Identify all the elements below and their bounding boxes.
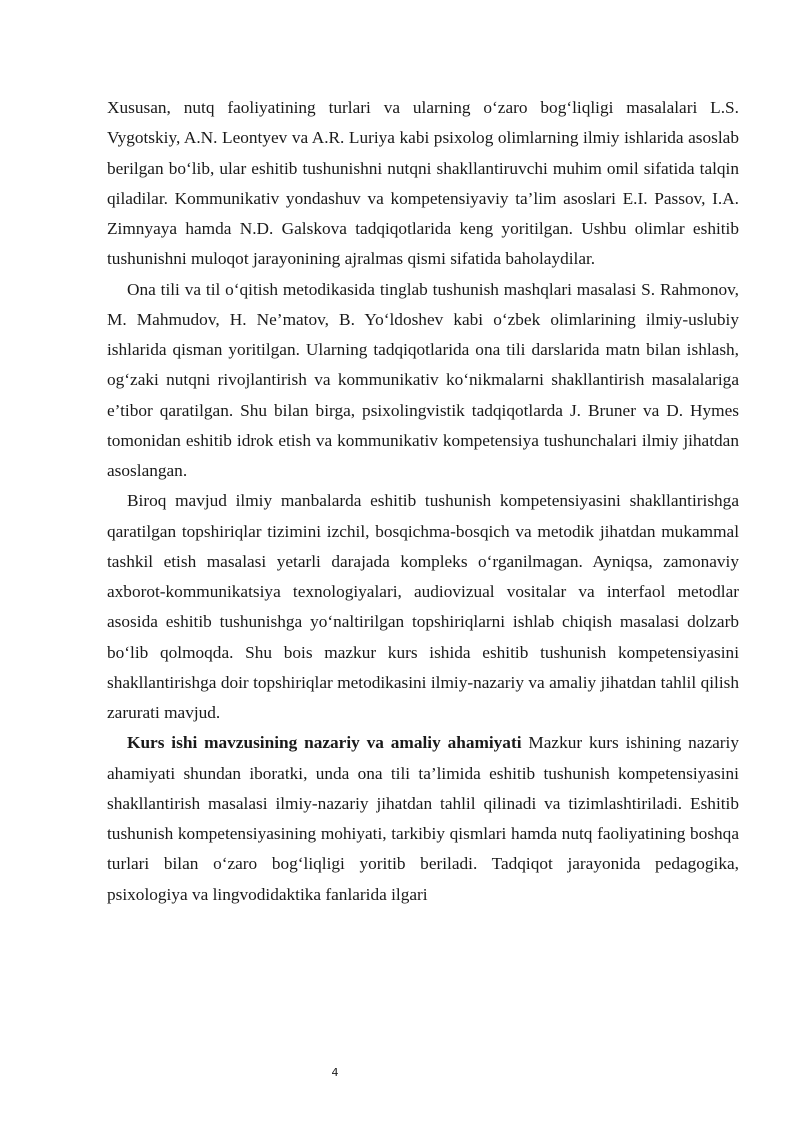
paragraph-4 [107, 728, 739, 910]
paragraph-1-text: Xususan, nutq faoliyatining turlari va ularning o‘zaro bog‘liqligi masalalari L.S. Vygotskiy, A.N. Leontyev va A.R. Luriya kabi psixolog olimlarning ilmiy ishlarida asoslab berilgan bo‘lib, ular eshitib tushunishni nutqni shakllantiruvchi muhim omil sifatida talqin qiladilar. Kommunikativ yondashuv va kompetensiyaviy ta’lim asoslari E.I. Passov, I.A. Zimnyaya hamda N.D. Galskova tadqiqotlarida keng yoritilgan. Ushbu olimlar eshitib tushunishni muloqot jarayonining ajralmas qismi sifatida baholaydilar. [107, 98, 739, 269]
paragraph-4-text: Mazkur kurs ishining nazariy ahamiyati shundan iboratki, unda ona tili ta’limida eshitib tushunish kompetensiyasini shakllantirish masalasi ilmiy-nazariy jihatdan tahlil qilinadi va tizimlashtiriladi. Eshitib tushunish kompetensiyasining mohiyati, tarkibiy qismlari hamda nutq faoliyatining boshqa turlari bilan o‘zaro bog‘liqligi yoritib beriladi. Tadqiqot jarayonida pedagogika, psixologiya va lingvodidaktika fanlarida ilgari [107, 733, 740, 904]
paragraph-1 [107, 93, 739, 275]
paragraph-2-text: Ona tili va til o‘qitish metodikasida tinglab tushunish mashqlari masalasi S. Rahmonov, M. Mahmudov, H. Ne’matov, B. Yo‘ldoshev kabi o‘zbek olimlarining ilmiy-uslubiy ishlarida qisman yoritilgan. Ularning tadqiqotlarida ona tili darslarida matn bilan ishlash, og‘zaki nutqni rivojlantirish va kommunikativ ko‘nikmalarni shakllantirish masalalariga e’tibor qaratilgan. Shu bilan birga, psixolingvistik tadqiqotlarda J. Bruner va D. Hymes tomonidan eshitib idrok etish va kommunikativ kompetensiya tushunchalari ilmiy jihatdan asoslangan. [107, 279, 739, 480]
section-heading: Kurs ishi mavzusining nazariy va amaliy ahamiyati [127, 733, 522, 753]
page-number: 4 [331, 1066, 339, 1079]
paragraph-3 [107, 486, 739, 728]
paragraph-3-text: Biroq mavjud ilmiy manbalarda eshitib tushunish kompetensiyasini shakllantirishga qaratilgan topshiriqlar tizimini izchil, bosqichma-bosqich va metodik jihatdan mukammal tashkil etish masalasi yetarli darajada kompleks o‘rganilmagan. Ayniqsa, zamonaviy axborot-kommunikatsiya texnologiyalari, audiovizual vositalar va interfaol metodlar asosida eshitib tushunishga yo‘naltirilgan topshiriqlarni ishlab chiqish masalasi dolzarb bo‘lib qolmoqda. Shu bois mazkur kurs ishida eshitib tushunish kompetensiyasini shakllantirishga doir topshiriqlar metodikasini ilmiy-nazariy va amaliy jihatdan tahlil qilish zarurati mavjud. [107, 491, 739, 722]
paragraph-2 [107, 275, 739, 487]
body-text [107, 93, 739, 910]
